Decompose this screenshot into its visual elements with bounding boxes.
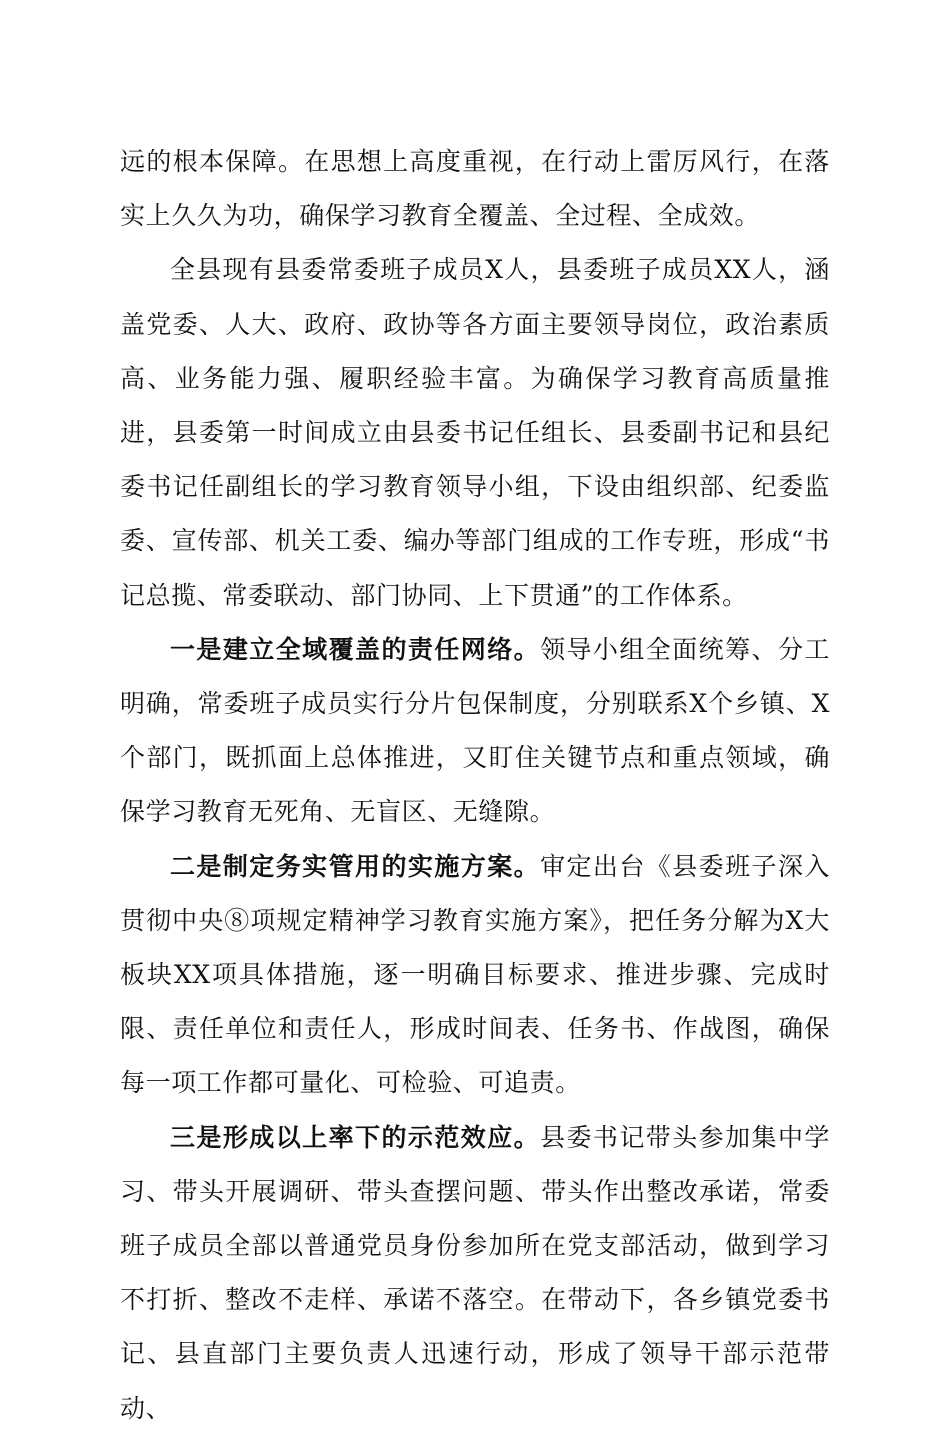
paragraph-heading: 三是形成以上率下的示范效应。 (170, 1122, 541, 1152)
paragraph-text: 领导小组全面统筹、分工明确，常委班子成员实行分片包保制度，分别联系X个乡镇、X个部门，既抓面上总体推进，又盯住关键节点和重点领域，确保学习教育无死角、无盲区、无缝隙。 (120, 634, 830, 827)
paragraph-text: 全县现有县委常委班子成员X人，县委班子成员XX人，涵盖党委、人大、政府、政协等各方面主要领导岗位，政治素质高、业务能力强、履职经验丰富。为确保学习教育高质量推进，县委第一时间成立由县委书记任组长、县委副书记和县纪委书记任副组长的学习教育领导小组，下设由组织部、纪委监委、宣传部、机关工委、编办等部门组成的工作专班，形成“书记总揽、常委联动、部门协同、上下贯通”的工作体系。 (120, 255, 830, 610)
paragraph-point-two (120, 840, 830, 1111)
document-body (120, 135, 830, 1436)
paragraph-point-three (120, 1111, 830, 1436)
paragraph-text: 远的根本保障。在思想上高度重视，在行动上雷厉风行，在落实上久久为功，确保学习教育全覆盖、全过程、全成效。 (120, 147, 830, 231)
paragraph-leadership-overview (120, 243, 830, 622)
paragraph-text: 审定出台《县委班子深入贯彻中央⑧项规定精神学习教育实施方案》，把任务分解为X大板块XX项具体措施，逐一明确目标要求、推进步骤、完成时限、责任单位和责任人，形成时间表、任务书、作战图，确保每一项工作都可量化、可检验、可追责。 (120, 851, 830, 1098)
paragraph-heading: 二是制定务实管用的实施方案。 (170, 851, 541, 881)
paragraph-continuation (120, 135, 830, 243)
paragraph-heading: 一是建立全域覆盖的责任网络。 (170, 634, 541, 664)
paragraph-text: 县委书记带头参加集中学习、带头开展调研、带头查摆问题、带头作出整改承诺，常委班子成员全部以普通党员身份参加所在党支部活动，做到学习不打折、整改不走样、承诺不落空。在带动下，各乡镇党委书记、县直部门主要负责人迅速行动，形成了领导干部示范带动、 (120, 1122, 830, 1423)
paragraph-point-one (120, 623, 830, 840)
